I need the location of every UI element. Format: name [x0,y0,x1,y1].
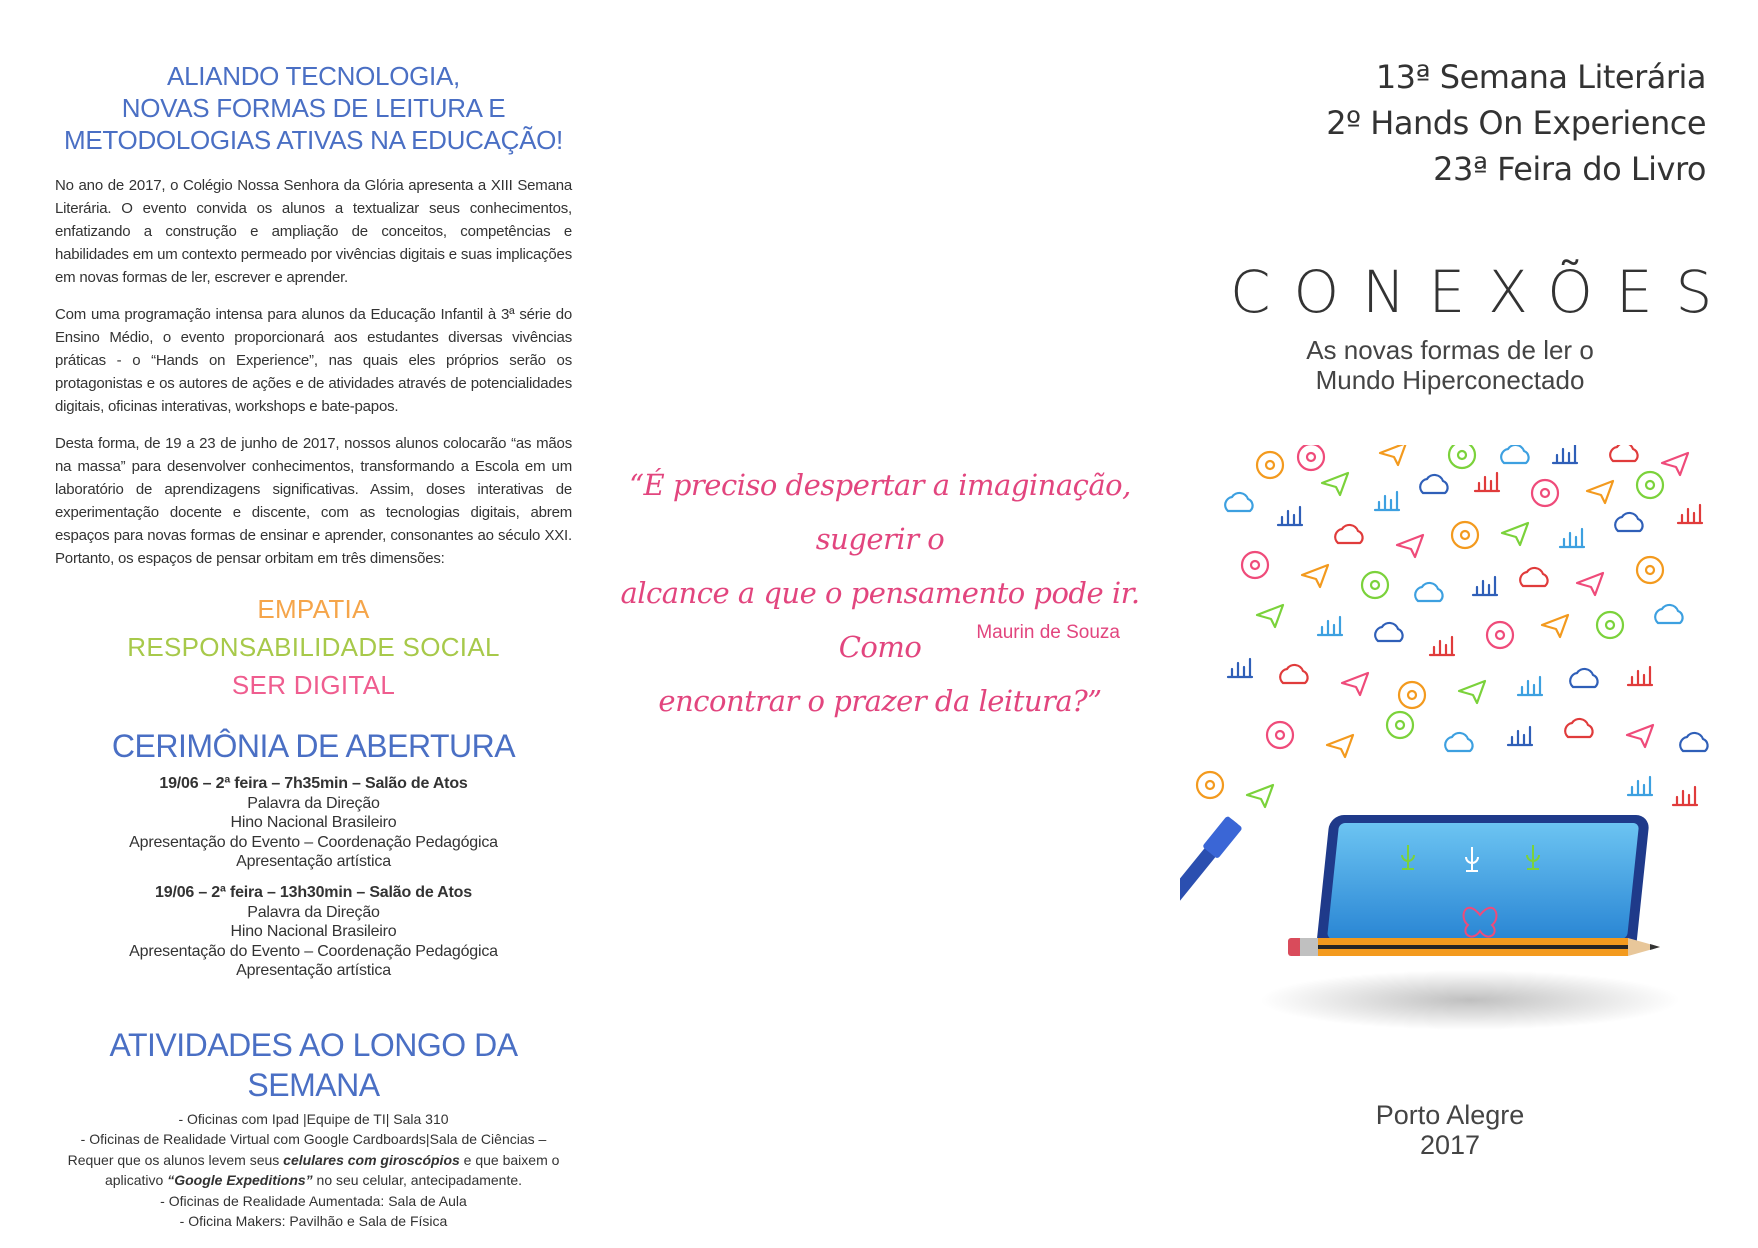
heart-icon [1278,507,1302,525]
tablet-screen [1327,823,1639,939]
activity-text: e que baixem o [459,1151,560,1168]
ceremony-session-morning [55,774,572,872]
clock-icon [1508,727,1532,745]
session-item: Apresentação artística [236,853,391,871]
dimension-ser-digital: SER DIGITAL [231,670,396,700]
book-icon [1322,473,1348,495]
icon-cloud [1197,445,1708,807]
quote-author: Maurin de Souza [976,622,1120,643]
cloud-icon [1445,733,1472,751]
activity-ar: - Oficinas de Realidade Aumentada: Sala de Aula [160,1192,467,1209]
quote [620,458,1140,728]
quote-line-1: “É preciso despertar a imaginação, sugerir o [629,468,1131,556]
chart-icon [1375,492,1399,510]
activity-text: no seu celular, antecipadamente. [312,1172,523,1189]
headphones-icon [1342,673,1368,695]
clock-icon [1473,577,1497,595]
gear-icon [1597,612,1623,638]
music-icon [1335,525,1362,543]
session-item: Hino Nacional Brasileiro [230,923,397,941]
no-smoking-icon [1302,565,1328,587]
basket-icon [1267,722,1293,748]
email-icon [1560,529,1584,547]
globe-icon [1587,481,1613,503]
session-heading: 19/06 – 2ª feira – 13h30min – Salão de Atos [155,883,472,901]
intro-paragraph-2: Com uma programação intensa para alunos da Educação Infantil à 3ª série do Ensino Médio, o evento proporcionará aos estudantes diversas vivências práticas - o “Hands on Experience”, nas quais eles próprios serão os protagonistas e os autores de ações e de atividades através de potencialidades digitais, oficinas interativas, workshops e bate-papos. [55,306,572,415]
printer-icon [1487,622,1513,648]
airplane-icon [1387,712,1413,738]
city-name: Porto Alegre [1375,1100,1525,1130]
tshirt-icon [1673,787,1697,805]
event-hands-on: 2º Hands On Experience [1326,104,1706,142]
heart-icon [1228,659,1252,677]
camera-icon [1655,605,1682,623]
location [1330,1100,1570,1160]
mic-icon [1680,733,1707,751]
mic-icon [1420,475,1447,493]
session-item: Hino Nacional Brasileiro [230,814,397,832]
activity-vr-app [55,1170,572,1191]
headphones-icon [1397,535,1423,557]
airplane-icon [1449,445,1475,468]
butterfly-icon [1628,667,1652,685]
mic-icon [1375,623,1402,641]
dimensions-list [55,590,572,704]
events-list [1326,54,1706,192]
intro-paragraph-1: No ano de 2017, o Colégio Nossa Senhora da Glória apresenta a XIII Semana Literária. O evento convida os alunos a textualizar seus conhecimentos, enfatizando a construção e ampliação de conceitos, competências e habilidades em um contexto permeado por vivências digitais e suas implicações em novas formas de ler, escrever e aprender. [55,177,572,286]
camera-icon [1225,493,1252,511]
butterfly-icon [1678,505,1702,523]
ceremony-schedule [55,774,572,981]
trophy-icon [1459,681,1485,703]
activities-title: ATIVIDADES AO LONGO DA SEMANA [109,1026,518,1103]
subtitle-line-2: Mundo Hiperconectado [1315,365,1585,395]
book-icon [1257,605,1283,627]
session-item: Apresentação artística [236,962,391,980]
bicycle-icon [1615,513,1642,531]
activity-text: aplicativo [104,1172,168,1189]
airplane-icon [1362,572,1388,598]
no-smoking-icon [1380,445,1406,465]
no-smoking-icon [1327,735,1353,757]
basket-icon [1298,445,1324,470]
subtitle-line-1: As novas formas de ler o [1306,335,1594,365]
pencil-icon [1288,938,1660,956]
headline-line-1: ALIANDO TECNOLOGIA, [167,61,460,91]
headline [55,60,572,156]
pen-icon [1180,815,1244,997]
ceremony-session-afternoon [55,883,572,981]
basket-icon [1242,552,1268,578]
music-icon [1280,665,1307,683]
leaf-icon [1565,719,1592,737]
trophy-icon [1502,523,1528,545]
chart-icon [1318,617,1342,635]
event-semana-literaria: 13ª Semana Literária [1375,58,1706,96]
event-feira-livro: 23ª Feira do Livro [1433,150,1706,188]
headline-line-2: NOVAS FORMAS DE LEITURA E [121,93,506,123]
activity-emphasis: “Google Expeditions” [167,1172,313,1189]
dimension-responsabilidade-social: RESPONSABILIDADE SOCIAL [127,632,500,662]
session-item: Apresentação do Evento – Coordenação Pedagógica [129,942,498,960]
activity-makers: - Oficina Makers: Pavilhão e Sala de Física [179,1213,448,1230]
left-panel [55,60,572,1232]
leaf-icon [1610,445,1637,461]
printer-icon [1532,480,1558,506]
leaf-icon [1520,568,1547,586]
ceremony-title: CERIMÔNIA DE ABERTURA [111,728,516,764]
tshirt-icon [1430,637,1454,655]
cd-icon [1577,573,1603,595]
lock-icon [1399,682,1425,708]
cloud-icon [1501,445,1528,463]
activity-text: Requer que os alunos levem seus [67,1151,284,1168]
activity-ipad: - Oficinas com Ipad |Equipe de TI| Sala 310 [178,1110,449,1127]
cd-icon [1662,453,1688,475]
dimension-empatia: EMPATIA [257,594,370,624]
book-icon [1247,785,1273,807]
people-icon [1637,557,1663,583]
activity-vr-requirements [55,1150,572,1171]
cloud-icon [1415,583,1442,601]
quote-line-3: encontrar o prazer da leitura?” [658,684,1102,718]
gear-icon [1637,472,1663,498]
main-title: CONEXÕES [1230,258,1736,326]
email-icon [1518,677,1542,695]
session-item: Apresentação do Evento – Coordenação Pedagógica [129,833,498,851]
session-item: Palavra da Direção [247,794,380,812]
illustration-shadow [1260,970,1680,1030]
activity-emphasis: celulares com giroscópios [283,1151,460,1168]
people-icon [1197,772,1223,798]
people-icon [1257,452,1283,478]
lock-icon [1452,522,1478,548]
bicycle-icon [1570,669,1597,687]
subtitle [1250,335,1650,395]
activities-list [55,1109,572,1232]
tshirt-icon [1475,473,1499,491]
session-item: Palavra da Direção [247,903,380,921]
globe-icon [1542,615,1568,637]
headline-line-3: METODOLOGIAS ATIVAS NA EDUCAÇÃO! [64,125,563,155]
clock-icon [1553,445,1577,463]
session-heading: 19/06 – 2ª feira – 7h35min – Salão de Atos [159,775,468,792]
year: 2017 [1419,1130,1481,1160]
cd-icon [1627,725,1653,747]
chart-icon [1628,777,1652,795]
quote-line-2: alcance a que o pensamento pode ir. Como [620,576,1140,664]
tablet-icons-illustration [1180,445,1720,1045]
intro-paragraph-3: Desta forma, de 19 a 23 de junho de 2017, nossos alunos colocarão “as mãos na massa” para desenvolver conhecimentos, transformando a Escola em um laboratório de aprendizagens significativas. Assim, doses interativas de experimentação docente e discente, com as tecnologias digitais, abrem espaços para novas formas de ensinar e aprender, consonantes ao século XXI. Portanto, os espaços de pensar orbitam em três dimensões: [55,435,572,567]
activity-vr: - Oficinas de Realidade Virtual com Google Cardboards|Sala de Ciências – [80,1131,547,1148]
